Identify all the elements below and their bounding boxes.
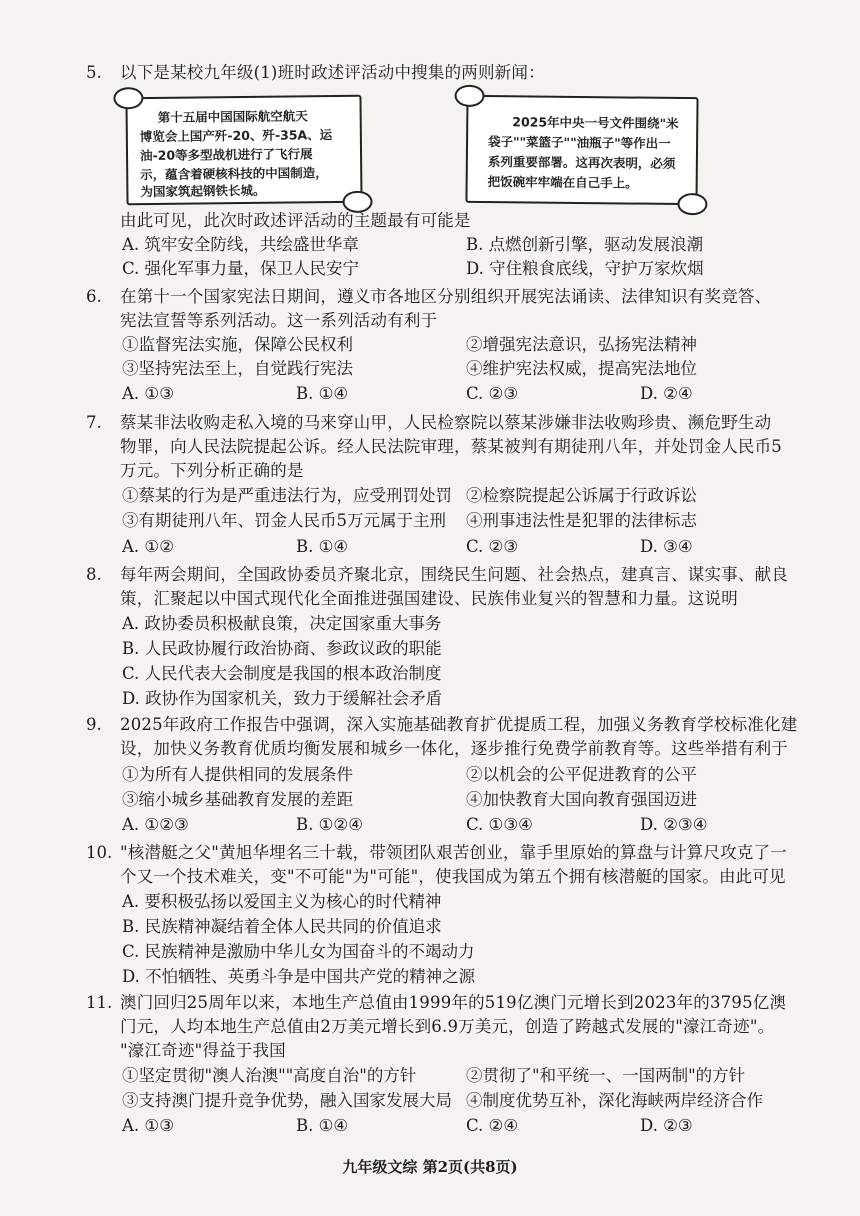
q5-stem: 以下是某校九年级(1)班时政述评活动中搜集的两则新闻： [120,63,545,82]
q11-option-b[interactable]: B. ①④ [296,1116,349,1135]
q11-stem-line: 澳门回归25周年以来，本地生产总值由1999年的519亿澳门元增长到2023年的3795亿澳 [120,993,787,1012]
q8-stem-line: 策，汇聚起以中国式现代化全面推进强国建设、民族伟业复兴的智慧和力量。这说明 [120,589,738,608]
q8-number: 8. [86,565,102,584]
page-footer: 九年级文综 第2页(共8页) [342,1158,518,1176]
q10-stem-line: "核潜艇之父"黄旭华埋名三十载，带领团队艰苦创业，靠手里原始的算盘与计算尺攻克了一 [120,843,787,862]
q11-option-d[interactable]: D. ②③ [640,1116,693,1135]
q8-option-b[interactable]: B. 人民政协履行政治协商、参政议政的职能 [122,639,442,658]
news-card-2 [465,95,698,205]
q9-stem-line: 2025年政府工作报告中强调，深入实施基础教育扩优提质工程，加强义务教育学校标准化建 [120,715,798,734]
q7-stem-line: 万元。下列分析正确的是 [120,461,304,480]
q6-statement-1: ①监督宪法实施，保障公民权利 [122,335,353,354]
news2-line: 袋子""菜篮子""油瓶子"等作出一 [488,134,671,151]
q8-stem-line: 每年两会期间，全国政协委员齐聚北京，围绕民生问题、社会热点，建真言、谋实事、献良 [120,565,788,584]
q9-option-a[interactable]: A. ①②③ [122,815,189,834]
q5-option-d[interactable]: D. 守住粮食底线，守护万家炊烟 [466,259,704,278]
news1-line: 油-20等多型战机进行了飞行展 [139,146,313,164]
scroll-curl-decoration [677,193,707,215]
q7-option-a[interactable]: A. ①② [122,537,174,556]
q5-option-b[interactable]: B. 点燃创新引擎，驱动发展浪潮 [466,235,704,254]
q9-option-b[interactable]: B. ①②④ [296,815,363,834]
q11-statement-4: ④制度优势互补，深化海峡两岸经济合作 [466,1091,763,1110]
q6-statement-2: ②增强宪法意识，弘扬宪法精神 [466,335,697,354]
q6-stem-line: 在第十一个国家宪法日期间，遵义市各地区分别组织开展宪法诵读、法律知识有奖竞答、 [120,287,772,306]
q11-option-a[interactable]: A. ①③ [122,1116,174,1135]
q8-option-a[interactable]: A. 政协委员积极献良策，决定国家重大事务 [122,614,442,633]
news-card-1 [125,95,362,205]
q11-stem-line: "濠江奇迹"得益于我国 [120,1041,286,1060]
q10-option-c[interactable]: C. 民族精神是激励中华儿女为国奋斗的不竭动力 [122,942,475,961]
q11-statement-1: ①坚定贯彻"澳人治澳""高度自治"的方针 [122,1066,417,1085]
q10-option-b[interactable]: B. 民族精神凝结着全体人民共同的价值追求 [122,917,442,936]
q7-number: 7. [86,413,102,432]
q7-stem-line: 物罪，向人民法院提起公诉。经人民法院审理，蔡某被判有期徒刑八年，并处罚金人民币5 [120,437,782,456]
q9-number: 9. [86,715,102,734]
q11-number: 11. [86,993,113,1012]
news1-line: 博览会上国产歼-20、歼-35A、运 [139,127,333,145]
q6-option-a[interactable]: A. ①③ [122,384,174,403]
q7-statement-2: ②检察院提起公诉属于行政诉讼 [466,486,697,505]
q6-statement-4: ④维护宪法权威，提高宪法地位 [466,359,697,378]
q6-statement-3: ③坚持宪法至上，自觉践行宪法 [122,359,353,378]
q7-statement-4: ④刑事违法性是犯罪的法律标志 [466,511,697,530]
scroll-curl-decoration [113,87,143,109]
q6-option-c[interactable]: C. ②③ [466,384,519,403]
q11-option-c[interactable]: C. ②④ [466,1116,519,1135]
q9-option-d[interactable]: D. ②③④ [640,815,708,834]
q10-option-d[interactable]: D. 不怕牺牲、英勇斗争是中国共产党的精神之源 [122,967,476,986]
q9-statement-1: ①为所有人提供相同的发展条件 [122,765,353,784]
news1-line: 第十五届中国国际航空航天 [157,108,308,125]
q7-statement-3: ③有期徒刑八年、罚金人民币5万元属于主刑 [122,511,446,530]
q6-option-b[interactable]: B. ①④ [296,384,349,403]
q9-stem-line: 设，加快义务教育优质均衡发展和城乡一体化，逐步推行免费学前教育等。这些举措有利于 [120,739,788,758]
news1-line: 为国家筑起钢铁长城。 [140,182,266,200]
q7-statement-1: ①蔡某的行为是严重违法行为，应受刑罚处罚 [122,486,452,505]
q11-statement-3: ③支持澳门提升竞争优势，融入国家发展大局 [122,1091,452,1110]
q5-ask: 由此可见，此次时政述评活动的主题最有可能是 [120,211,471,230]
q8-option-c[interactable]: C. 人民代表大会制度是我国的根本政治制度 [122,664,442,683]
q6-option-d[interactable]: D. ②④ [640,384,693,403]
q7-option-d[interactable]: D. ③④ [640,537,693,556]
q9-option-c[interactable]: C. ①③④ [466,815,533,834]
q5-option-c[interactable]: C. 强化军事力量，保卫人民安宁 [122,259,360,278]
q8-option-d[interactable]: D. 政协作为国家机关，致力于缓解社会矛盾 [122,689,443,708]
q7-option-c[interactable]: C. ②③ [466,537,519,556]
q9-statement-4: ④加快教育大国向教育强国迈进 [466,790,697,809]
q6-stem-line: 宪法宣誓等系列活动。这一系列活动有利于 [120,311,438,330]
q10-stem-line: 个又一个技术难关，变"不可能"为"可能"，使我国成为第五个拥有核潜艇的国家。由此可见 [120,867,786,886]
q5-number: 5. [86,63,102,82]
scroll-curl-decoration [454,85,484,107]
q7-stem-line: 蔡某非法收购走私入境的马来穿山甲，人民检察院以蔡某涉嫌非法收购珍贵、濒危野生动 [120,413,772,432]
q6-number: 6. [86,287,102,306]
q11-stem-line: 门元，人均本地生产总值由2万美元增长到6.9万美元，创造了跨越式发展的"濠江奇迹"。 [120,1017,775,1036]
q11-statement-2: ②贯彻了"和平统一、一国两制"的方针 [466,1066,746,1085]
news2-line: 系列重要部署。这再次表明，必须 [487,154,676,171]
news2-line: 2025年中央一号文件围绕"米 [512,114,679,132]
q9-statement-2: ②以机会的公平促进教育的公平 [466,765,697,784]
q9-statement-3: ③缩小城乡基础教育发展的差距 [122,790,353,809]
news1-line: 示，蕴含着硬核科技的中国制造， [140,165,328,183]
q10-option-a[interactable]: A. 要积极弘扬以爱国主义为核心的时代精神 [122,892,442,911]
news2-line: 把饭碗牢牢端在自己手上。 [487,174,638,191]
q10-number: 10. [86,843,113,862]
q5-option-a[interactable]: A. 筑牢安全防线，共绘盛世华章 [122,235,359,254]
q7-option-b[interactable]: B. ①④ [296,537,349,556]
